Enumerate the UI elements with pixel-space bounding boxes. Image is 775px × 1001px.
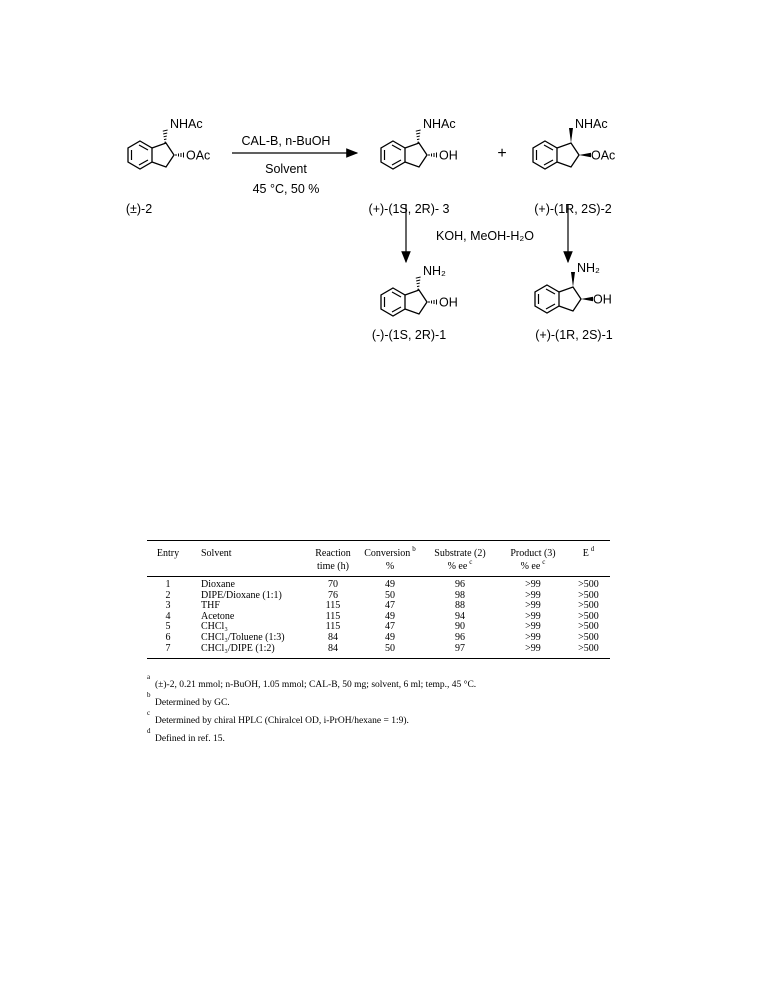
- cell-product-ee: >99: [525, 621, 541, 633]
- molecule-amine-1s2r: [381, 264, 458, 316]
- cell-time: 70: [328, 579, 338, 590]
- cell-product-ee: >99: [525, 610, 541, 622]
- cell-substrate-ee: 98: [455, 589, 465, 601]
- header-time-unit: time (h): [307, 560, 359, 577]
- cell-time: 115: [325, 600, 341, 612]
- header-conversion-unit: %: [359, 560, 421, 577]
- cell-conversion: 50: [359, 644, 421, 659]
- oac-label: OAc: [186, 148, 211, 163]
- cell-time: 84: [328, 631, 338, 643]
- cell-conversion: 50: [385, 589, 395, 601]
- header-entry: Entry: [147, 541, 189, 561]
- cell-entry: 4: [165, 610, 171, 622]
- footnote: a (±)-2, 0.21 mmol; n-BuOH, 1.05 mmol; CAL-B, 50 mg; solvent, 6 ml; temp., 45 °C.: [147, 673, 477, 690]
- compound-label: (-)-(1S, 2R)-1: [371, 328, 447, 342]
- cell-conversion: 47: [385, 621, 395, 633]
- cell-e: >500: [578, 579, 599, 590]
- cell-entry: 1: [165, 579, 171, 590]
- cell-e: >500: [578, 621, 599, 633]
- cell-substrate-ee: 97: [421, 644, 499, 659]
- header-solvent: Solvent: [189, 541, 307, 561]
- header-product-unit: % ee $^c$: [499, 560, 567, 577]
- cell-product-ee: >99: [525, 631, 541, 643]
- cell-entry: 6: [165, 631, 171, 643]
- cell-e: >500: [567, 644, 610, 659]
- cell-time: 84: [307, 644, 359, 659]
- compound-label: (±)-2: [125, 202, 153, 216]
- table-row: [147, 633, 610, 644]
- compound-label: (+)-(1R, 2S)-2: [534, 202, 612, 216]
- table-footnotes: [147, 673, 667, 750]
- cell-solvent: CHCl₃: [201, 621, 228, 633]
- reagent-label: CAL-B, n-BuOH: [241, 134, 331, 148]
- cell-solvent: CHCl₃/DIPE (1:2): [189, 644, 307, 659]
- molecule-start: [128, 117, 210, 169]
- nhac-label: NHAc: [575, 117, 608, 131]
- compound-label: (+)-(1S, 2R)- 3: [368, 202, 450, 216]
- cell-e: >500: [578, 610, 599, 622]
- table-row: [147, 644, 610, 659]
- footnote: d Defined in ref. 15.: [147, 727, 225, 744]
- oh-label: OH: [593, 292, 612, 307]
- oh-label: OH: [439, 148, 458, 163]
- cell-product-ee: >99: [525, 600, 541, 612]
- cell-substrate-ee: 90: [455, 621, 465, 633]
- molecule-amine-1r2s: [535, 261, 612, 313]
- cell-substrate-ee: 96: [455, 579, 465, 590]
- molecule-product-3: [381, 117, 458, 169]
- cell-solvent: THF: [201, 600, 220, 612]
- cell-entry: 2: [165, 589, 171, 601]
- cell-time: 115: [325, 610, 341, 622]
- cell-e: >500: [578, 589, 599, 601]
- cell-substrate-ee: 94: [455, 610, 465, 622]
- cell-conversion: 49: [385, 579, 395, 590]
- cell-entry: 5: [165, 621, 171, 633]
- header-conversion: Conversion $^b$: [359, 541, 421, 561]
- nhac-label: NHAc: [423, 117, 456, 131]
- cell-product-ee: >99: [525, 579, 541, 590]
- cell-time: 115: [325, 621, 341, 633]
- compound-label: (+)-(1R, 2S)-1: [535, 328, 613, 342]
- nhac-label: NHAc: [170, 117, 203, 131]
- cell-product-ee: >99: [525, 589, 541, 601]
- cell-conversion: 49: [385, 631, 395, 643]
- cell-entry: 7: [147, 644, 189, 659]
- table-row: [147, 577, 610, 591]
- reaction-scheme: [0, 0, 775, 360]
- cell-solvent: Dioxane: [201, 579, 235, 590]
- molecule-product-2: [533, 117, 615, 169]
- oac-label: OAc: [591, 148, 616, 163]
- cell-product-ee: >99: [499, 644, 567, 659]
- hydrolysis-reagent: KOH, MeOH-H₂O: [436, 229, 534, 243]
- cell-solvent: DIPE/Dioxane (1:1): [201, 589, 282, 601]
- nh2-label: NH₂: [423, 264, 446, 278]
- cell-e: >500: [578, 631, 599, 643]
- plus-sign: +: [497, 145, 507, 162]
- header-product-ee: Product (3): [499, 541, 567, 561]
- oh-label: OH: [439, 295, 458, 310]
- cell-solvent: CHCl₃/Toluene (1:3): [201, 631, 285, 643]
- footnote: b Determined by GC.: [147, 691, 230, 708]
- header-substrate-unit: % ee $^c$: [421, 560, 499, 577]
- solvent-label: Solvent: [265, 162, 307, 176]
- conditions-label: 45 °C, 50 %: [252, 182, 320, 196]
- results-table: [147, 540, 610, 659]
- nh2-label: NH₂: [577, 261, 600, 275]
- cell-conversion: 47: [385, 600, 395, 612]
- cell-e: >500: [578, 600, 599, 612]
- header-e-value: E $^d$: [567, 541, 610, 561]
- cell-time: 76: [328, 589, 338, 601]
- cell-entry: 3: [165, 600, 171, 612]
- footnote: c Determined by chiral HPLC (Chiralcel OD, i-PrOH/hexane = 1:9).: [147, 709, 409, 726]
- cell-solvent: Acetone: [201, 610, 235, 622]
- cell-substrate-ee: 96: [455, 631, 465, 643]
- header-reaction-time: Reaction: [307, 541, 359, 561]
- header-substrate-ee: Substrate (2): [421, 541, 499, 561]
- cell-substrate-ee: 88: [455, 600, 465, 612]
- cell-conversion: 49: [385, 610, 395, 622]
